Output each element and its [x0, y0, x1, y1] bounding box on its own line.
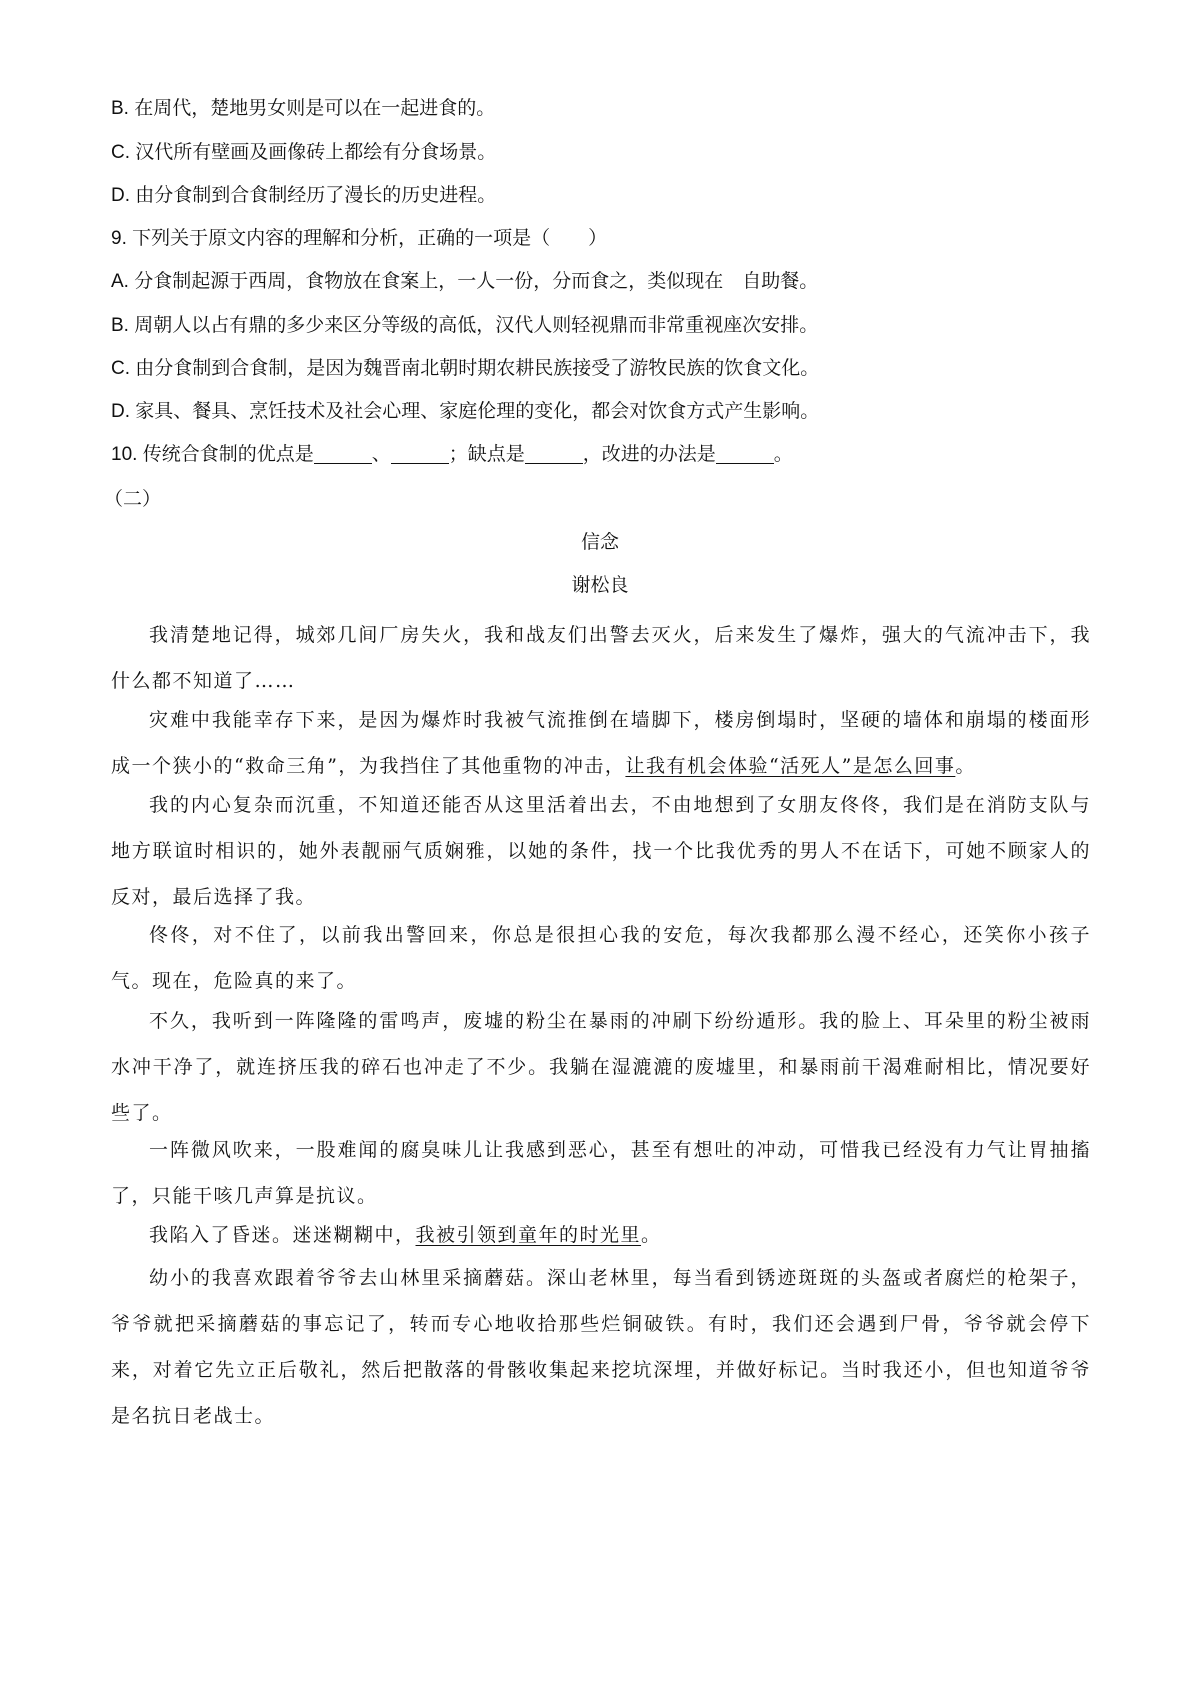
- question-10-mid2: ，改进的办法是: [582, 444, 716, 465]
- answer-blank-1[interactable]: [314, 441, 372, 464]
- underlined-sentence-1: 让我有机会体验“活死人”是怎么回事: [625, 755, 956, 777]
- answer-blank-3[interactable]: [525, 441, 583, 464]
- paragraph-7-end: 。: [641, 1224, 662, 1246]
- option-9b: B. 周朝人以占有鼎的多少来区分等级的高低，汉代人则轻视鼎而非常重视座次安排。: [111, 315, 819, 336]
- option-9c: C. 由分食制到合食制，是因为魏晋南北朝时期农耕民族接受了游牧民族的饮食文化。: [111, 358, 820, 379]
- story-paragraph-1: 我清楚地记得，城郊几间厂房失火，我和战友们出警去灭火，后来发生了爆炸，强大的气流冲击下，我什么都不知道了……: [111, 624, 1091, 692]
- answer-blank-4[interactable]: [716, 441, 774, 464]
- question-9-stem: 9. 下列关于原文内容的理解和分析，正确的一项是（ ）: [111, 228, 608, 249]
- answer-blank-2[interactable]: [391, 441, 449, 464]
- underlined-sentence-2: 我被引领到童年的时光里: [415, 1224, 642, 1246]
- story-paragraph-4: 佟佟，对不住了，以前我出警回来，你总是很担心我的安危，每次我都那么漫不经心，还笑你小孩子气。现在，危险真的来了。: [111, 924, 1091, 992]
- section-label: （二）: [104, 488, 162, 510]
- paragraph-2-text: 灾难中我能幸存下来，是因为爆炸时我被气流推倒在墙脚下，楼房倒塌时，坚硬的墙体和崩塌的楼面形成一个狭小的“救命三角”，为我挡住了其他重物的冲击，: [111, 709, 1091, 777]
- question-10-end: 。: [773, 444, 793, 465]
- question-10-mid: ；缺点是: [448, 444, 525, 465]
- option-9a: A. 分食制起源于西周，食物放在食案上，一人一份，分而食之，类似现在 自助餐。: [111, 271, 819, 292]
- story-title: 信念: [580, 531, 619, 553]
- option-8b: B. 在周代，楚地男女则是可以在一起进食的。: [111, 98, 496, 119]
- story-paragraph-8: 幼小的我喜欢跟着爷爷去山林里采摘蘑菇。深山老林里，每当看到锈迹斑斑的头盔或者腐烂的枪架子，爷爷就把采摘蘑菇的事忘记了，转而专心地收拾那些烂铜破铁。有时，我们还会遇到尸骨，爷爷就会停下来，对着它先立正后敬礼，然后把散落的骨骸收集起来挖坑深埋，并做好标记。当时我还小，但也知道爷爷是名抗日老战士。: [111, 1267, 1091, 1427]
- option-8c: C. 汉代所有壁画及画像砖上都绘有分食场景。: [111, 142, 497, 163]
- story-paragraph-3: 我的内心复杂而沉重，不知道还能否从这里活着出去，不由地想到了女朋友佟佟，我们是在消防支队与地方联谊时相识的，她外表靓丽气质娴雅，以她的条件，找一个比我优秀的男人不在话下，可她不顾家人的反对，最后选择了我。: [111, 794, 1091, 908]
- question-10-prefix: 10. 传统合食制的优点是: [111, 444, 314, 465]
- story-author: 谢松良: [571, 574, 629, 596]
- paragraph-7-text: 我陷入了昏迷。迷迷糊糊中，: [149, 1224, 416, 1246]
- paragraph-2-end: 。: [955, 755, 976, 777]
- option-9d: D. 家具、餐具、烹饪技术及社会心理、家庭伦理的变化，都会对饮食方式产生影响。: [111, 401, 820, 422]
- story-paragraph-7: [111, 1212, 1091, 1258]
- question-10: [111, 441, 793, 469]
- story-paragraph-2: [111, 697, 1091, 789]
- question-10-sep: 、: [371, 444, 391, 465]
- option-8d: D. 由分食制到合食制经历了漫长的历史进程。: [111, 185, 497, 206]
- story-paragraph-5: 不久，我听到一阵隆隆的雷鸣声，废墟的粉尘在暴雨的冲刷下纷纷遁形。我的脸上、耳朵里的粉尘被雨水冲干净了，就连挤压我的碎石也冲走了不少。我躺在湿漉漉的废墟里，和暴雨前干渴难耐相比，情况要好些了。: [111, 1010, 1091, 1124]
- story-paragraph-6: 一阵微风吹来，一股难闻的腐臭味儿让我感到恶心，甚至有想吐的冲动，可惜我已经没有力气让胃抽搐了，只能干咳几声算是抗议。: [111, 1139, 1091, 1207]
